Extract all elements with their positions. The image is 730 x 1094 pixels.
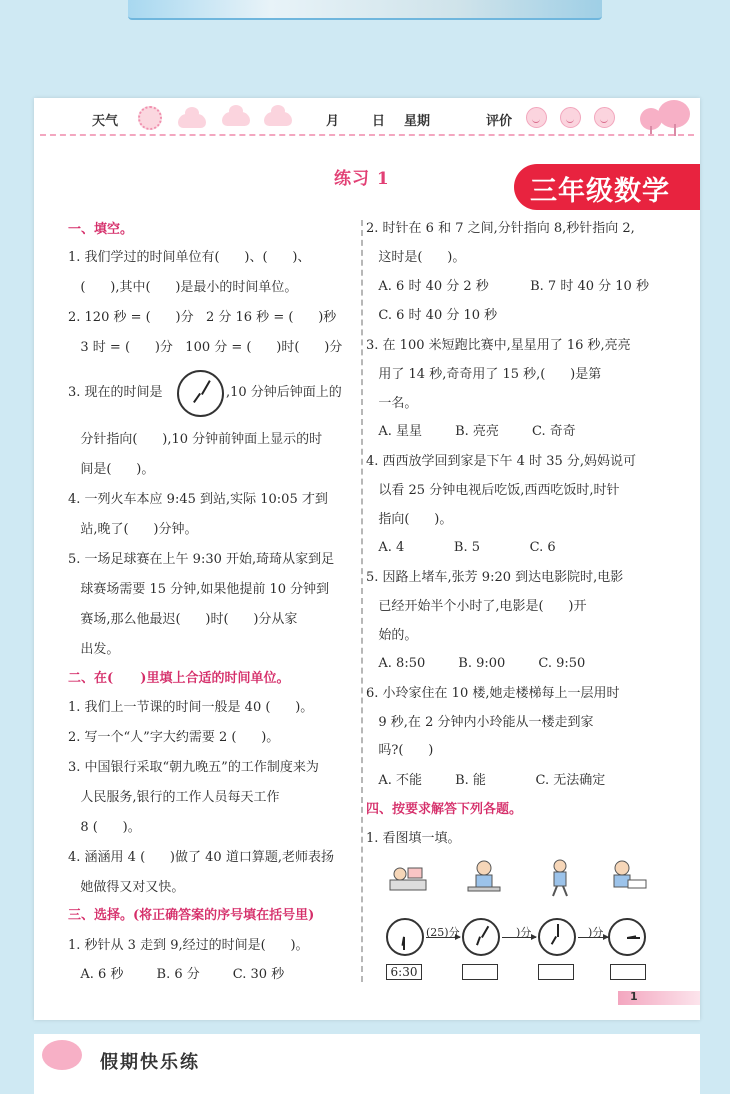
exercise-title: 练习 1 — [334, 169, 390, 189]
question-line: 1. 看图填一填。 — [366, 831, 461, 846]
child-walking-picture — [538, 858, 582, 898]
question-line: 2. 时针在 6 和 7 之间,分针指向 8,秒针指向 2, — [366, 221, 635, 236]
question-line: 4. 西西放学回到家是下午 4 时 35 分,妈妈说可 — [366, 454, 637, 469]
snow-cloud-icon — [264, 112, 292, 126]
worksheet-page — [34, 98, 700, 1020]
question-line: 2. 写一个“人”字大约需要 2 ( )。 — [68, 730, 280, 745]
question-line: 1. 我们学过的时间单位有( )、( )、 — [68, 250, 311, 265]
question-line: 9 秒,在 2 分钟内小玲能从一楼走到家 — [366, 715, 594, 730]
answer-options: A. 星星 B. 亮亮 C. 奇奇 — [366, 424, 576, 439]
question-line: 一名。 — [366, 396, 418, 411]
clock-hand — [201, 380, 211, 395]
clock-hand — [551, 936, 557, 945]
question-line: 5. 因路上堵车,张芳 9:20 到达电影院时,电影 — [366, 570, 624, 585]
question-line: 这时是( )。 — [366, 250, 466, 265]
interval-label: )分 — [516, 926, 532, 939]
question-line: 赛场,那么他最迟( )时( )分从家 — [68, 612, 298, 627]
time-answer-box[interactable] — [462, 964, 498, 980]
question-line: 2. 120 秒 = ( )分 2 分 16 秒 = ( )秒 — [68, 310, 337, 325]
page-number-tab — [618, 991, 700, 1005]
weather-label: 天气 — [92, 114, 119, 129]
question-line: 她做得又对又快。 — [68, 880, 185, 895]
answer-options: C. 6 时 40 分 10 秒 — [366, 308, 498, 323]
section-heading: 一、填空。 — [68, 222, 134, 237]
weekday-label: 星期 — [404, 114, 431, 129]
question-line: 1. 我们上一节课的时间一般是 40 ( )。 — [68, 700, 314, 715]
clock-hand — [481, 926, 489, 938]
rain-cloud-icon — [222, 112, 250, 126]
question-line: 球赛场需要 15 分钟,如果他提前 10 分钟到 — [68, 582, 330, 597]
question-line: 出发。 — [68, 642, 120, 657]
clock-face — [608, 918, 646, 956]
month-label: 月 — [326, 114, 340, 129]
grade-tag — [514, 164, 700, 210]
section-heading: 四、按要求解答下列各题。 — [366, 802, 523, 817]
evaluation-label: 评价 — [486, 114, 513, 129]
question-line: 5. 一场足球赛在上午 9:30 开始,琦琦从家到足 — [68, 552, 335, 567]
question-line: 3. 现在的时间是 — [68, 385, 163, 400]
question-line: 分针指向( ),10 分钟前钟面上显示的时 — [68, 432, 323, 447]
question-line: 始的。 — [366, 628, 418, 643]
clock-face — [177, 370, 224, 417]
cloud-icon — [178, 114, 206, 128]
clock-hand — [476, 936, 481, 945]
question-line: ( ),其中( )是最小的时间单位。 — [68, 280, 298, 295]
section-heading: 二、在( )里填上合适的时间单位。 — [68, 671, 290, 686]
child-at-desk-picture — [462, 858, 506, 898]
question-line: 以看 25 分钟电视后吃饭,西西吃饭时,时针 — [366, 483, 620, 498]
page-header — [34, 98, 700, 138]
page-number: 1 — [630, 990, 638, 1003]
next-page-preview — [34, 1034, 700, 1094]
clock-face — [538, 918, 576, 956]
book-cover-strip — [128, 0, 602, 20]
question-line: 用了 14 秒,奇奇用了 15 秒,( )是第 — [366, 367, 602, 382]
clock-hand — [193, 392, 201, 402]
interval-label: )分 — [588, 926, 604, 939]
question-line: 指向( )。 — [366, 512, 453, 527]
answer-options: A. 8:50 B. 9:00 C. 9:50 — [366, 656, 586, 671]
sleeping-child-picture — [386, 858, 430, 898]
interval-label: (25)分 — [426, 926, 460, 939]
section-heading: 三、选择。(将正确答案的序号填在括号里) — [68, 908, 315, 923]
question-line: 间是( )。 — [68, 462, 155, 477]
question-line: 吗?( ) — [366, 743, 434, 758]
column-divider — [361, 220, 363, 982]
sun-icon — [138, 106, 162, 130]
flower-icon — [42, 1040, 82, 1070]
question-line: 8 ( )。 — [68, 820, 141, 835]
question-line: 3. 中国银行采取“朝九晚五”的工作制度来为 — [68, 760, 319, 775]
question-line: 3. 在 100 米短跑比赛中,星星用了 16 秒,亮亮 — [366, 338, 631, 353]
clock-hand — [557, 924, 559, 937]
day-label: 日 — [372, 114, 386, 129]
time-answer-box[interactable] — [538, 964, 574, 980]
clock-face — [462, 918, 500, 956]
neutral-face-icon — [560, 107, 581, 128]
answer-options: A. 4 B. 5 C. 6 — [366, 540, 556, 555]
answer-options: A. 6 时 40 分 2 秒 B. 7 时 40 分 10 秒 — [366, 279, 649, 294]
child-studying-picture — [606, 858, 650, 898]
answer-options: A. 不能 B. 能 C. 无法确定 — [366, 773, 606, 788]
question-line: 4. 涵涵用 4 ( )做了 40 道口算题,老师表扬 — [68, 850, 334, 865]
question-line: 3 时 = ( )分 100 分 = ( )时( )分 — [68, 340, 343, 355]
smiley-face-icon — [526, 107, 547, 128]
sad-face-icon — [594, 107, 615, 128]
header-divider — [40, 134, 694, 136]
question-line: 站,晚了( )分钟。 — [68, 522, 198, 537]
time-answer-box: 6:30 — [386, 964, 422, 980]
question-line: 6. 小玲家住在 10 楼,她走楼梯每上一层用时 — [366, 686, 620, 701]
question-line: 人民服务,银行的工作人员每天工作 — [68, 790, 280, 805]
question-line: 4. 一列火车本应 9:45 到站,实际 10:05 才到 — [68, 492, 328, 507]
question-line: ,10 分钟后钟面上的 — [226, 385, 342, 400]
question-line: 1. 秒针从 3 走到 9,经过的时间是( )。 — [68, 938, 309, 953]
question-line: 已经开始半个小时了,电影是( )开 — [366, 599, 587, 614]
time-answer-box[interactable] — [610, 964, 646, 980]
next-page-title: 假期快乐练 — [100, 1052, 200, 1073]
clock-face — [386, 918, 424, 956]
grade-tag-label: 三年级数学 — [530, 176, 670, 207]
answer-options: A. 6 秒 B. 6 分 C. 30 秒 — [68, 967, 285, 982]
